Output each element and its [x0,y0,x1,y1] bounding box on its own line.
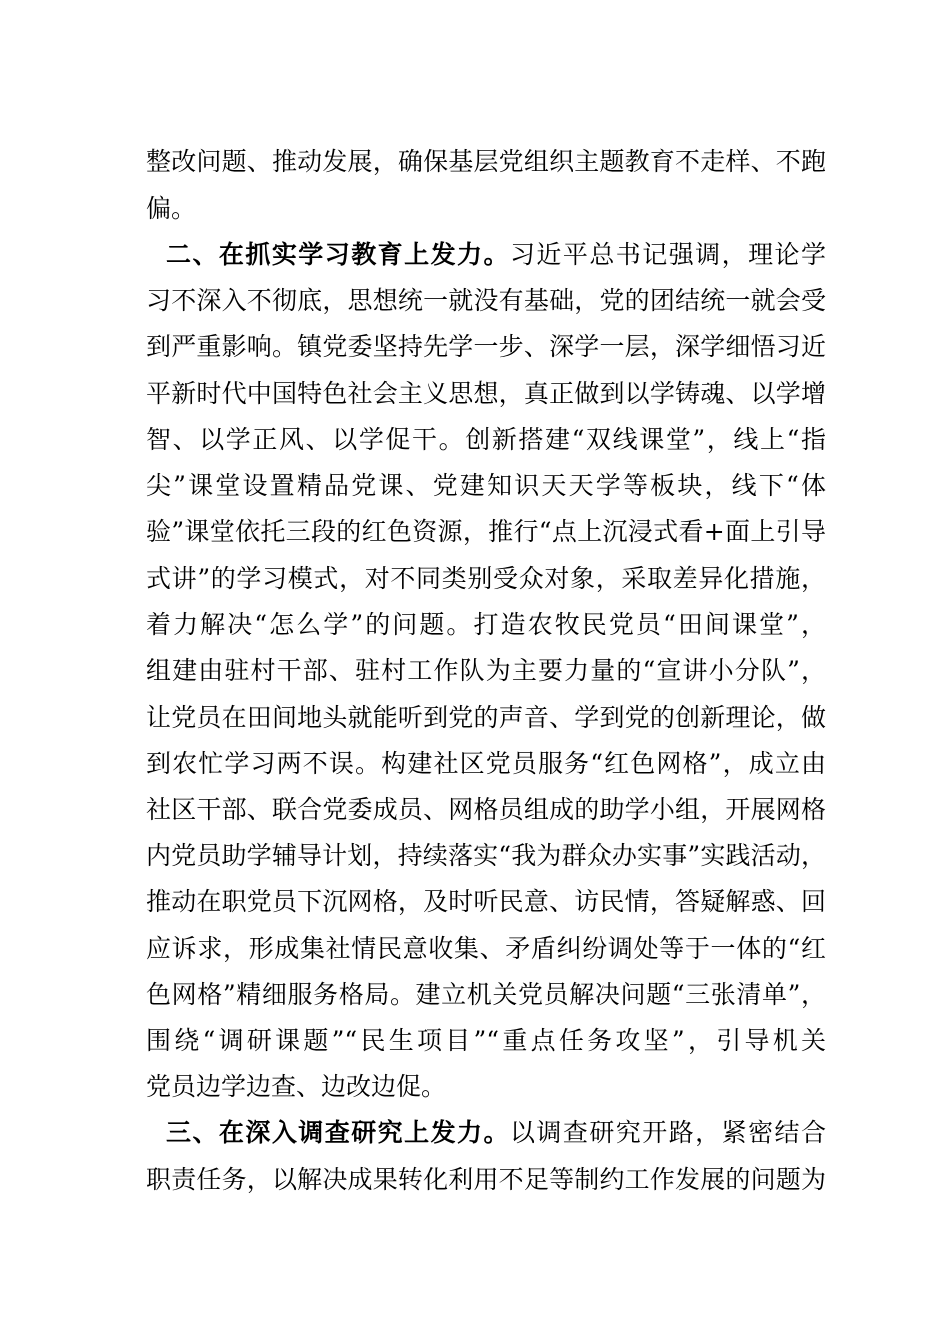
paragraph-2-line: 内党员助学辅导计划，持续落实“我为群众办实事”实践活动， [146,841,826,870]
paragraph-2-line: 习不深入不彻底，思想统一就没有基础，党的团结统一就会受 [146,286,826,315]
paragraph-2-line: 到严重影响。镇党委坚持先学一步、深学一层，深学细悟习近 [146,332,826,361]
paragraph-2-line: 平新时代中国特色社会主义思想，真正做到以学铸魂、以学增 [146,379,826,408]
paragraph-3-first-line [166,1113,826,1153]
paragraph-2-line: 式讲”的学习模式，对不同类别受众对象，采取差异化措施， [146,564,826,593]
paragraph-1-line-1: 整改问题、推动发展，确保基层党组织主题教育不走样、不跑 [146,147,826,176]
paragraph-3-line: 职责任务，以解决成果转化利用不足等制约工作发展的问题为 [146,1165,826,1194]
paragraph-2-line: 尖”课堂设置精品党课、党建知识天天学等板块，线下“体 [146,471,826,500]
paragraph-2-line: 社区干部、联合党委成员、网格员组成的助学小组，开展网格 [146,795,826,824]
paragraph-2-line: 着力解决“怎么学”的问题。打造农牧民党员“田间课堂”， [146,610,826,639]
paragraph-2-line: 到农忙学习两不误。构建社区党员服务“红色网格”，成立由 [146,749,826,778]
section-heading-2: 二、在抓实学习教育上发力。 [166,240,510,269]
paragraph-2-line: 组建由驻村干部、驻村工作队为主要力量的“宣讲小分队”， [146,656,826,685]
paragraph-2-line: 让党员在田间地头就能听到党的声音、学到党的创新理论，做 [146,703,826,732]
paragraph-2-line: 色网格”精细服务格局。建立机关党员解决问题“三张清单”， [146,980,826,1009]
paragraph-2-line: 推动在职党员下沉网格，及时听民意、访民情，答疑解惑、回 [146,887,826,916]
paragraph-2-first-line [166,235,826,275]
paragraph-2-line: 围绕“调研课题”“民生项目”“重点任务攻坚”，引导机关 [146,1026,826,1055]
paragraph-2-line: 党员边学边查、边改边促。 [146,1072,447,1101]
paragraph-2-line: 应诉求，形成集社情民意收集、矛盾纠纷调处等于一体的“红 [146,934,826,963]
paragraph-2-line: 智、以学正风、以学促干。创新搭建“双线课堂”，线上“指 [146,425,826,454]
section-heading-3: 三、在深入调查研究上发力。 [166,1118,510,1147]
paragraph-2-line: 验”课堂依托三段的红色资源，推行“点上沉浸式看+面上引导 [146,517,826,546]
paragraph-1-line-2: 偏。 [146,194,197,223]
paragraph-3-first-line-text: 以调查研究开路，紧密结合 [509,1118,826,1147]
paragraph-2-first-line-text: 习近平总书记强调，理论学 [509,240,826,269]
